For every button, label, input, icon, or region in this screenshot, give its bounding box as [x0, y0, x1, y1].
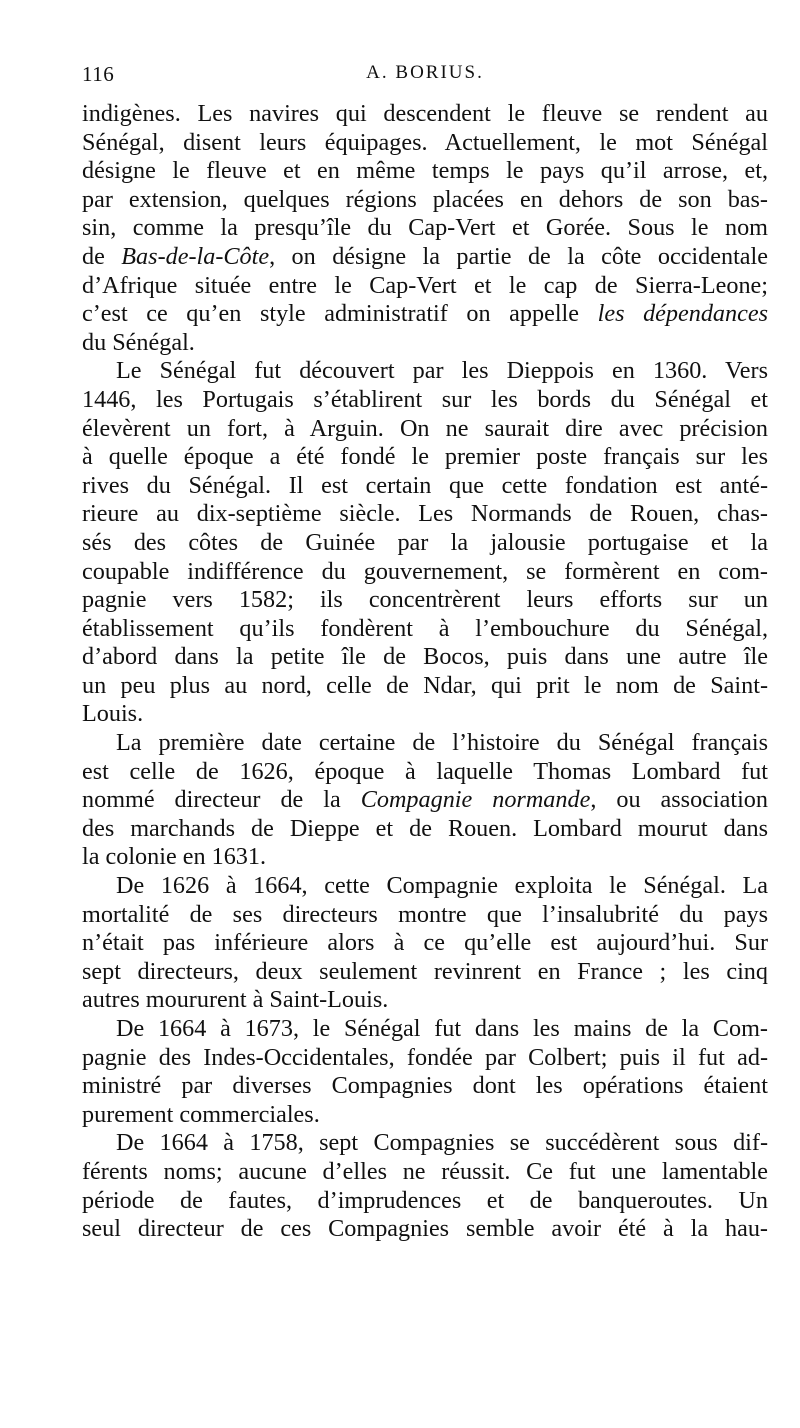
text-line [82, 129, 768, 158]
text-line [82, 786, 768, 815]
text-run: coupable indifférence du gouvernement, se formèrent en com- [82, 557, 768, 585]
text-line [82, 1044, 768, 1073]
text-line [82, 615, 768, 644]
text-run: pagnie vers 1582; ils concentrèrent leurs efforts sur un [82, 586, 768, 614]
text-line [82, 300, 768, 329]
text-run: rieure au dix-septième siècle. Les Normands de Rouen, chas- [82, 500, 768, 528]
text-line [82, 901, 768, 930]
text-run: n’était pas inférieure alors à ce qu’elle est aujourd’hui. Sur [82, 929, 768, 957]
italic-text: Bas-de-la-Côte [121, 242, 270, 270]
text-line [82, 157, 768, 186]
text-run: férents noms; aucune d’elles ne réussit. Ce fut une lamentable [82, 1157, 768, 1185]
text-run: seul directeur de ces Compagnies semble avoir été à la hau- [82, 1215, 768, 1243]
text-run: par extension, quelques régions placées en dehors de son bas- [82, 185, 768, 213]
text-line [82, 529, 768, 558]
page-header [82, 62, 768, 90]
text-run: sés des côtes de Guinée par la jalousie portugaise et la [82, 528, 768, 556]
text-run: De 1626 à 1664, cette Compagnie exploita le Sénégal. La [116, 872, 768, 900]
text-run: mortalité de ses directeurs montre que l’insalubrité du pays [82, 900, 768, 928]
text-run: autres moururent à Saint-Louis. [82, 986, 389, 1014]
text-run: période de fautes, d’imprudences et de banqueroutes. Un [82, 1186, 768, 1214]
text-run: Le Sénégal fut découvert par les Dieppois en 1360. Vers [116, 357, 768, 385]
text-line [82, 729, 768, 758]
text-run: d’abord dans la petite île de Bocos, puis dans une autre île [82, 643, 768, 671]
text-run: sept directeurs, deux seulement revinrent en France ; les cinq [82, 957, 768, 985]
text-run: indigènes. Les navires qui descendent le fleuve se rendent au [82, 100, 768, 127]
text-line [82, 758, 768, 787]
text-run: un peu plus au nord, celle de Ndar, qui prit le nom de Saint- [82, 671, 768, 699]
text-run: La première date certaine de l’histoire du Sénégal français [116, 729, 768, 757]
text-line [82, 214, 768, 243]
text-run: à quelle époque a été fondé le premier poste français sur les [82, 443, 768, 471]
text-run: de [82, 242, 122, 270]
text-run: Louis. [82, 700, 144, 728]
text-line [82, 357, 768, 386]
text-run: c’est ce qu’en style administratif on appelle [82, 300, 598, 328]
text-line [82, 472, 768, 501]
text-line [82, 443, 768, 472]
text-line [82, 186, 768, 215]
body-text [82, 100, 768, 1244]
text-run: , on désigne la partie de la côte occidentale [269, 242, 768, 270]
text-line [82, 415, 768, 444]
text-line [82, 672, 768, 701]
text-line [82, 1015, 768, 1044]
text-line [82, 1187, 768, 1216]
text-line [82, 929, 768, 958]
text-run: , ou association [590, 786, 768, 814]
text-line [82, 872, 768, 901]
text-run: d’Afrique située entre le Cap-Vert et le cap de Sierra-Leone; [82, 271, 768, 299]
italic-text: Compagnie normande [360, 786, 591, 814]
text-run: Sénégal, disent leurs équipages. Actuellement, le mot Sénégal [82, 128, 768, 156]
text-run: des marchands de Dieppe et de Rouen. Lombard mourut dans [82, 814, 768, 842]
text-line [82, 958, 768, 987]
running-head: A. BORIUS. [366, 62, 484, 83]
text-run: pagnie des Indes-Occidentales, fondée par Colbert; puis il fut ad- [82, 1043, 768, 1071]
text-line [82, 1072, 768, 1101]
text-run: purement commerciales. [82, 1100, 320, 1128]
page-number: 116 [82, 62, 115, 86]
text-run: 1446, les Portugais s’établirent sur les bords du Sénégal et [82, 385, 768, 413]
text-line [82, 329, 768, 358]
text-line [82, 815, 768, 844]
text-run: établissement qu’ils fondèrent à l’embouchure du Sénégal, [82, 614, 768, 642]
text-line [82, 100, 768, 129]
text-line [82, 500, 768, 529]
text-line [82, 243, 768, 272]
text-line [82, 586, 768, 615]
text-line [82, 1101, 768, 1130]
text-line [82, 1129, 768, 1158]
text-run: rives du Sénégal. Il est certain que cette fondation est anté- [82, 471, 768, 499]
italic-text: les dépendances [597, 300, 768, 328]
text-line [82, 386, 768, 415]
text-line [82, 1215, 768, 1244]
text-run: sin, comme la presqu’île du Cap-Vert et Gorée. Sous le nom [82, 214, 768, 242]
text-run: du Sénégal. [82, 328, 195, 356]
text-run: ministré par diverses Compagnies dont les opérations étaient [82, 1072, 768, 1100]
text-run: De 1664 à 1673, le Sénégal fut dans les mains de la Com- [116, 1015, 768, 1042]
text-line [82, 700, 768, 729]
text-run: est celle de 1626, époque à laquelle Thomas Lombard fut [82, 757, 768, 785]
text-run: élevèrent un fort, à Arguin. On ne saurait dire avec précision [82, 414, 768, 442]
text-line [82, 843, 768, 872]
text-line [82, 558, 768, 587]
text-run: la colonie en 1631. [82, 843, 267, 871]
text-run: De 1664 à 1758, sept Compagnies se succédèrent sous dif- [116, 1129, 768, 1157]
text-line [82, 986, 768, 1015]
text-line [82, 1158, 768, 1187]
text-line [82, 643, 768, 672]
text-line [82, 272, 768, 301]
text-run: nommé directeur de la [82, 786, 361, 814]
text-run: désigne le fleuve et en même temps le pays qu’il arrose, et, [82, 157, 768, 185]
